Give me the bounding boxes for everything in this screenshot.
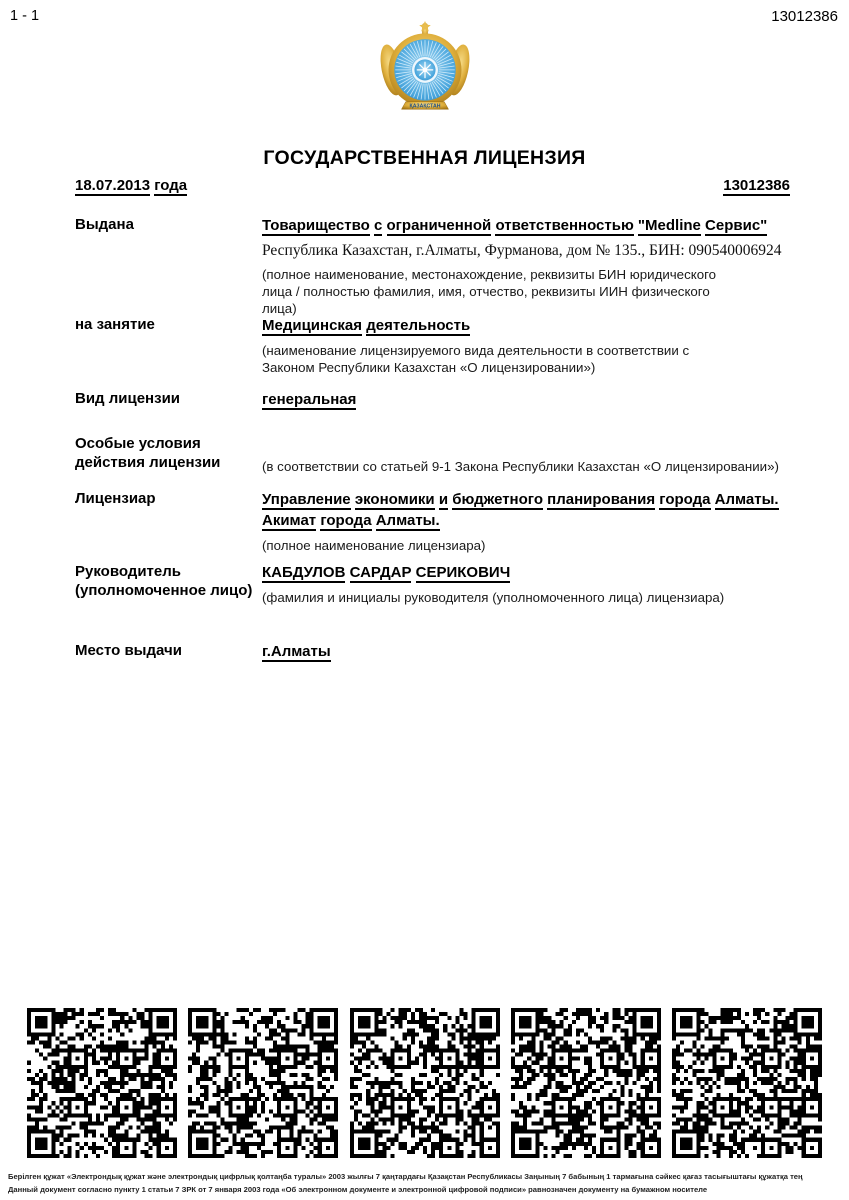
field-head xyxy=(75,562,790,606)
activity-value: Медицинская деятельность xyxy=(262,317,471,334)
legal-footer-kk: Берілген құжат «Электрондық құжат және электрондық цифрлық қолтаңба туралы» 2003 жылғы 7 қаңтардағы Қазақстан Республикасы Заңының 7 бабының 1 тармағына сәйкес қағаз тасығыштағы құжатқа тең xyxy=(8,1172,803,1181)
field-license-type xyxy=(75,389,790,410)
page-marker: 1 - 1 xyxy=(10,8,40,24)
field-label: Вид лицензии xyxy=(75,390,181,407)
signature-barcode-4 xyxy=(511,1008,661,1158)
signature-barcode-3 xyxy=(350,1008,500,1158)
signature-barcode-5 xyxy=(672,1008,822,1158)
field-label: Особые условия действия лицензии xyxy=(75,435,221,471)
field-licensor xyxy=(75,489,790,554)
date-number-row xyxy=(75,177,790,194)
head-value: КАБДУЛОВ САРДАР СЕРИКОВИЧ xyxy=(262,564,511,581)
activity-note: (наименование лицензируемого вида деятельности в соответствии с Законом Республики Казахстан «О лицензировании») xyxy=(262,343,690,375)
field-label: Лицензиар xyxy=(75,490,156,507)
special-conditions-note: (в соответствии со статьей 9-1 Закона Республики Казахстан «О лицензировании») xyxy=(262,459,779,474)
issue-place-value: г.Алматы xyxy=(262,643,331,660)
head-note: (фамилия и инициалы руководителя (уполномоченного лица) лицензиара) xyxy=(262,590,725,605)
signature-barcode-strip xyxy=(27,1008,822,1158)
signature-barcode-2 xyxy=(188,1008,338,1158)
issue-date: 18.07.2013 года xyxy=(75,177,188,194)
legal-footer xyxy=(8,1170,841,1196)
header-doc-number: 13012386 xyxy=(771,8,838,25)
issued-to-note: (полное наименование, местонахождение, реквизиты БИН юридического лица / полностью фамилия, имя, отчество, реквизиты ИИН физического лица) xyxy=(262,267,717,316)
field-special-conditions xyxy=(75,434,790,475)
field-label: на занятие xyxy=(75,316,155,333)
license-type-value: генеральная xyxy=(262,391,357,408)
licensor-value: Управление экономики и бюджетного планирования города Алматы. Акимат города Алматы. xyxy=(262,491,779,529)
license-number: 13012386 xyxy=(723,177,790,194)
field-issued-to xyxy=(75,215,790,317)
issued-to-details: Республика Казахстан, г.Алматы, Фурманова, дом № 135., БИН: 090540006924 xyxy=(262,242,782,259)
field-label: Выдана xyxy=(75,216,134,233)
legal-footer-ru: Данный документ согласно пункту 1 статьи 7 ЗРК от 7 января 2003 года «Об электронном документе и электронной цифровой подписи» равнозначен документу на бумажном носителе xyxy=(8,1185,708,1194)
emblem-banner-text: ҚАЗАҚСТАН xyxy=(409,103,440,110)
field-label: Место выдачи xyxy=(75,642,182,659)
licensor-note: (полное наименование лицензиара) xyxy=(262,538,486,553)
signature-barcode-1 xyxy=(27,1008,177,1158)
document-title: ГОСУДАРСТВЕННАЯ ЛИЦЕНЗИЯ xyxy=(263,147,586,169)
field-label: Руководитель (уполномоченное лицо) xyxy=(75,563,253,599)
field-activity xyxy=(75,315,790,376)
field-issue-place xyxy=(75,641,790,662)
issued-to-value: Товарищество с ограниченной ответственностью "Medline Сервис" xyxy=(262,217,768,234)
kazakhstan-coat-of-arms-icon xyxy=(377,20,473,116)
